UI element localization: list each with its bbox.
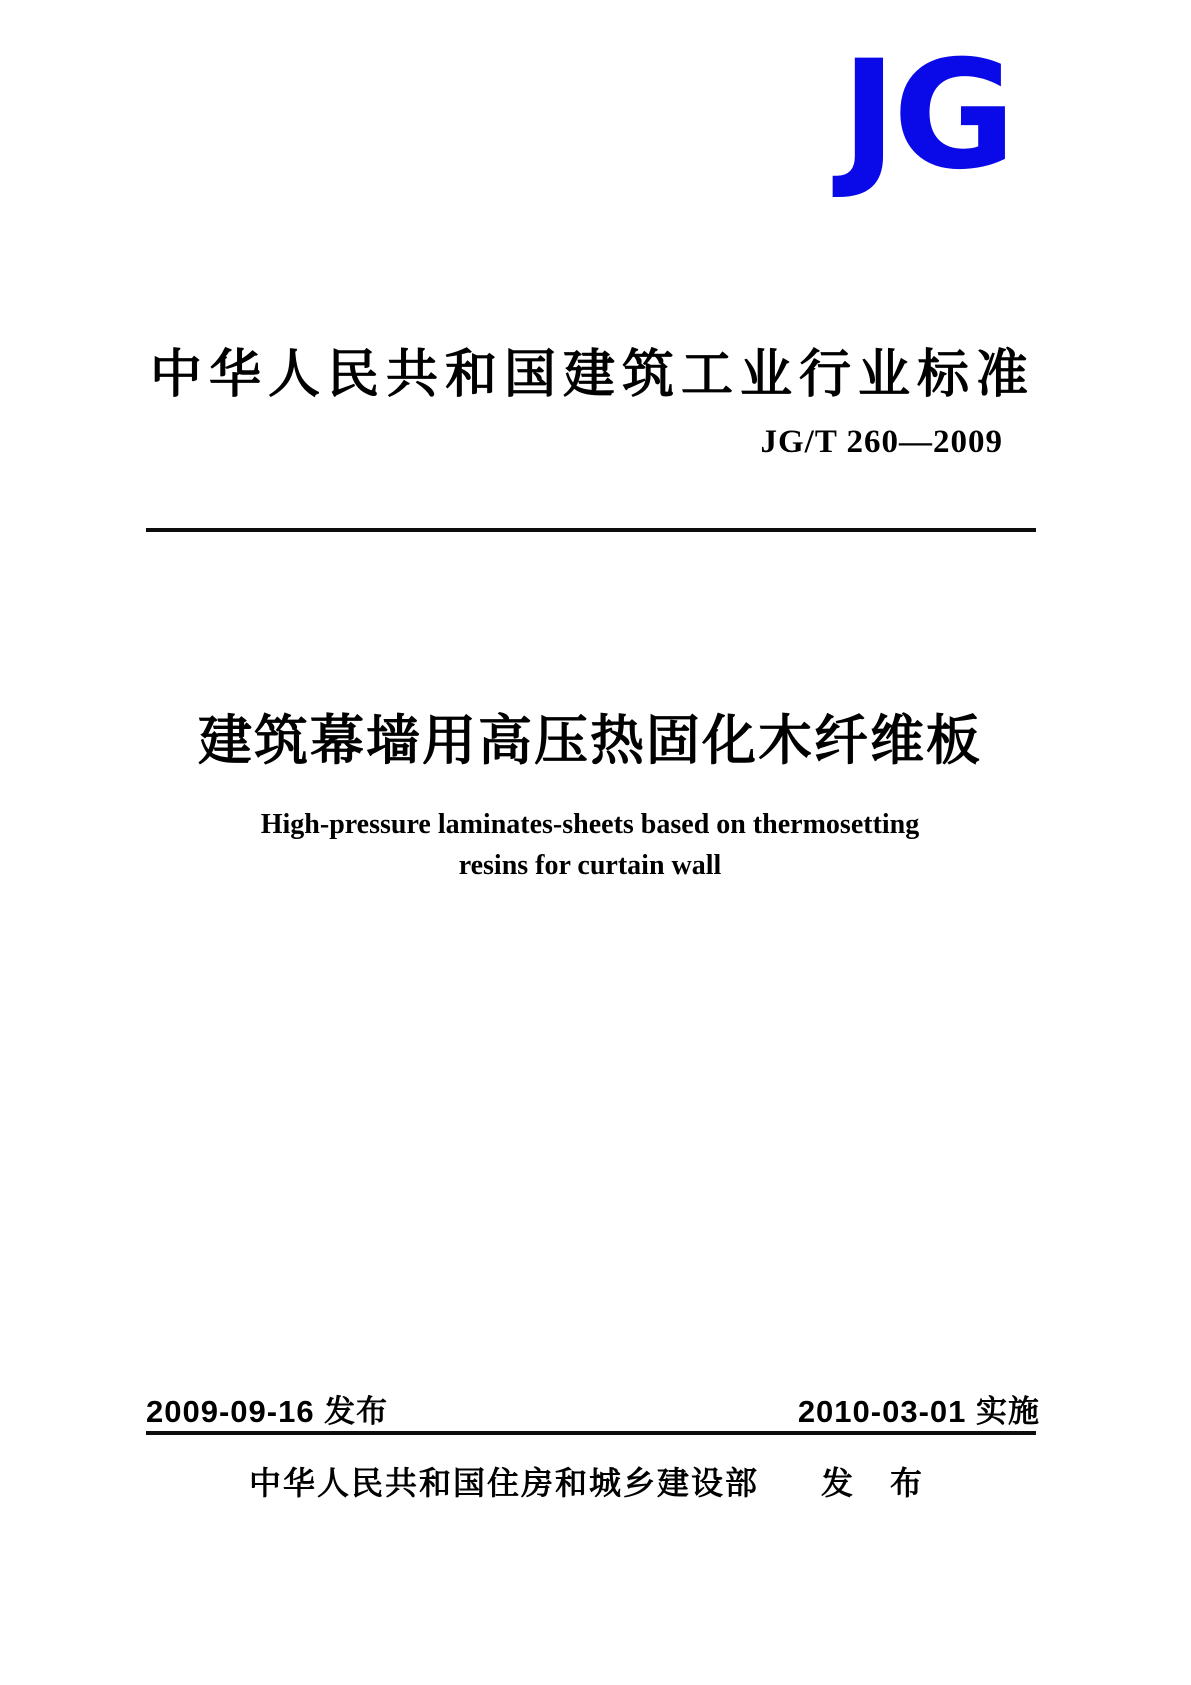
standard-category-title: 中华人民共和国建筑工业行业标准 [149, 346, 1035, 404]
publisher-name: 中华人民共和国住房和城乡建设部 [249, 1465, 760, 1501]
issue-date: 2009-09-16 发布 [146, 1394, 389, 1429]
date-row [146, 1386, 1040, 1431]
implementation-date: 2010-03-01 实施 [797, 1394, 1040, 1429]
english-title-line1: High-pressure laminates-sheets based on thermosetting [260, 809, 920, 840]
jg-logo: JG [841, 29, 1012, 203]
document-title-english [145, 804, 1035, 886]
standard-number: JG/T 260—2009 [760, 424, 1003, 460]
top-divider [146, 528, 1036, 532]
document-title: 建筑幕墙用高压热固化木纤维板 [198, 711, 982, 771]
english-title-line2: resins for curtain wall [458, 850, 722, 881]
bottom-divider [146, 1431, 1036, 1435]
publish-label: 发 布 [821, 1465, 936, 1501]
publisher-row [145, 1458, 1040, 1504]
